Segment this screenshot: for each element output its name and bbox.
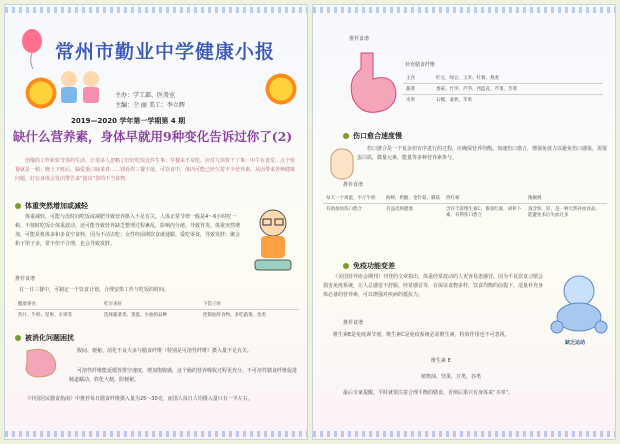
intro-paragraph: 但缘的工作和快节奏的生活，让很多人忽略了好好吃饭这件生事；早餐来不及吃，应付几块饼干了事；中午在食堂，点个快餐就是一顿；晚上下班后，偏爱重口味菜肴……别看你三餐不落，可饮食中，体内可能已经欠着不少营养素。从而带来各种健康问题，好在身体会发出警告来“提出”你的不当食物。 — [15, 158, 296, 182]
table-cell: 西红柿 — [443, 193, 525, 204]
section-heading-wound — [343, 131, 402, 141]
scale-man-illustration — [243, 205, 303, 275]
table-cell: 红豆、绿豆、玉米、红薯、燕麦 — [433, 73, 603, 84]
weight-paragraph: 体重减轻，可能与没时间吃饭或减肥导致营养摄入不足有关。人体正常节律一般是4～6小时吃一顿，不按时吃饭让体重波动，还可能导致营养缺乏整理过程紊乱，影响内分泌，导致胃炎。体重突然增加，可能是机体多和多食空食料，因为不动去吃；女性经前期饮食就通膨，爱吃零食，导致发胖；聚会和下馆子多，常不但不合理，也会导致发胖。 — [15, 214, 241, 247]
table-header-row — [15, 299, 299, 310]
table-cell: 富含铁，锌，是一种天然补血食品，能避免术后失血过多 — [528, 207, 600, 218]
recipe-label: 推荐食谱 — [343, 320, 364, 326]
balloon-icon — [19, 29, 45, 69]
kids-illustration — [55, 67, 105, 107]
digest-paragraph-1: 腹闷、便秘、消化不良大多与膳食纤维（特别是可溶性纤维）摄入量不足有关。 — [77, 348, 253, 354]
dot-border-bottom — [5, 431, 307, 437]
vitamin-foods: 植物油，坚果，豆类，谷类 — [421, 374, 482, 380]
fiber-caption: 补充膳食纤维 — [405, 62, 436, 68]
stomach-illustration — [343, 49, 403, 125]
table-row — [15, 310, 299, 321]
table-row — [323, 204, 607, 221]
table-cell: 有助加快伤口愈合 — [326, 207, 362, 212]
table-cell: 主食 — [403, 73, 433, 84]
table-cell: 选择蔬菜类、蒸蛋、少油的品种 — [104, 313, 168, 318]
stomach-illustration — [19, 345, 63, 381]
dot-border-bottom — [313, 431, 615, 437]
recipe-label: 推荐食谱 — [349, 36, 370, 42]
dot-border-top — [313, 7, 615, 13]
table-header-cell: 吃早来好 — [101, 299, 200, 310]
bullet-icon — [15, 335, 21, 341]
table-cell: 有益皮肤健康 — [386, 207, 413, 212]
section-title: 被消化问题困扰 — [25, 334, 74, 342]
table-cell: 蔬菜 — [403, 84, 433, 95]
table-header-cell: 下馆子时 — [200, 299, 299, 310]
baby-illustration — [545, 271, 613, 337]
wound-recipe-table — [323, 193, 607, 220]
digest-paragraph-3: 《中国居民膳食指南》中推荐每日膳食纤维摄入量为25～30克，而国人每日人均摄入量只有一半左右。 — [25, 396, 253, 402]
section-heading-weight — [15, 201, 88, 211]
table-cell: 猕猴桃 — [525, 193, 607, 204]
recipe-label: 推荐食谱 — [343, 182, 364, 188]
table-cell: 含有丰富维生素C，番茄红素，胡萝卜素，有利伤口愈合 — [446, 207, 522, 218]
weight-recipe-table — [15, 299, 299, 320]
table-cell: 水果 — [406, 98, 415, 103]
immune-paragraph-2: 维生素E是免疫调节剂，维生素C是免疫系统必需维生素，特效作用也不可忽视。 — [333, 332, 510, 338]
section-title: 免疫功能变差 — [353, 262, 395, 270]
dot-border-top — [5, 7, 307, 13]
table-row — [403, 95, 603, 106]
section-title: 体重突然增加或减轻 — [25, 202, 88, 210]
immune-paragraph: 《美国营养协会期刊》刊登的文章指出，体重经常波动的人更容易患感冒，因为不良饮食习惯会损害免疫系统，让人总感觉不舒服、经常感冒等，在保证食物多样，饮食均衡的前提下，适量补充身体必备的营养素，可以增强对疾病的抵抗力。 — [323, 274, 544, 298]
table-cell: 石榴、桑葚、苹果 — [436, 98, 472, 103]
bullet-icon — [343, 263, 349, 269]
table-row — [403, 73, 603, 84]
section-heading-digest — [15, 333, 74, 343]
bandage-illustration — [327, 143, 357, 183]
wound-paragraph: 伤口愈合是一个复杂但有序进行的过程，应确保营养均衡。加速伤口愈合，增强免疫力以避免伤口感染，需要蛋白质，微量元素，能量等多种营养素参与。 — [357, 146, 608, 161]
left-page — [4, 4, 308, 440]
section-heading-immune — [343, 261, 395, 271]
newspaper-title: 常州市勤业中学健康小报 — [54, 41, 275, 63]
sun-icon — [263, 71, 299, 107]
weight-tip: 在一日三餐中，可制定一个饮食计划，合理安排工作与吃饭的时间。 — [19, 287, 170, 293]
table-cell: 海鲜，奶酪、金针菇、蘑菇 — [383, 193, 443, 204]
sun-icon — [23, 75, 59, 111]
table-cell: 香菇、竹笋、芦笋、西蓝花、芹菜、苦菜 — [433, 84, 603, 95]
bullet-icon — [15, 203, 21, 209]
bullet-icon — [343, 133, 349, 139]
recipe-label: 推荐食谱 — [15, 276, 36, 282]
table-header-cell: 健康零食 — [15, 299, 101, 310]
fiber-recipe-table — [403, 73, 603, 105]
vitamin-label: 维生素 E — [431, 358, 451, 364]
issue-number: 2019—2020 学年第一学期第 4 期 — [71, 117, 186, 125]
closing-paragraph: 最后专家提醒，平时就要注意合理平衡的膳食，否则后果只有身体来“买单”。 — [343, 390, 514, 396]
table-cell: 每天一个鸡蛋，半斤牛奶 — [323, 193, 383, 204]
sponsor-text: 主办：学工部、医务室 — [115, 92, 176, 99]
masthead-info — [115, 91, 185, 111]
digest-paragraph-2: 可溶性纤维能延缓胃排空速度，增加饱腹感，这个肠的营养吸收过程更充分。不可溶性膳食纤维促进肠道蠕动，软化大便，防便秘。 — [69, 368, 298, 383]
section-title: 伤口愈合速度慢 — [353, 132, 402, 140]
editors-text: 主编：仝 丽 美工：李立辉 — [115, 102, 185, 109]
cartoon-caption: 缺乏运动 — [565, 340, 586, 346]
table-row — [403, 84, 603, 95]
table-cell: 控制油炸食物、多吃蔬菜、鱼类 — [203, 313, 267, 318]
table-cell: 热片、牛奶、坚果、水果等 — [18, 313, 72, 318]
right-page — [312, 4, 616, 440]
table-row — [323, 193, 607, 204]
headline: 缺什么营养素，身体早就用9种变化告诉过你了(2) — [13, 129, 293, 144]
